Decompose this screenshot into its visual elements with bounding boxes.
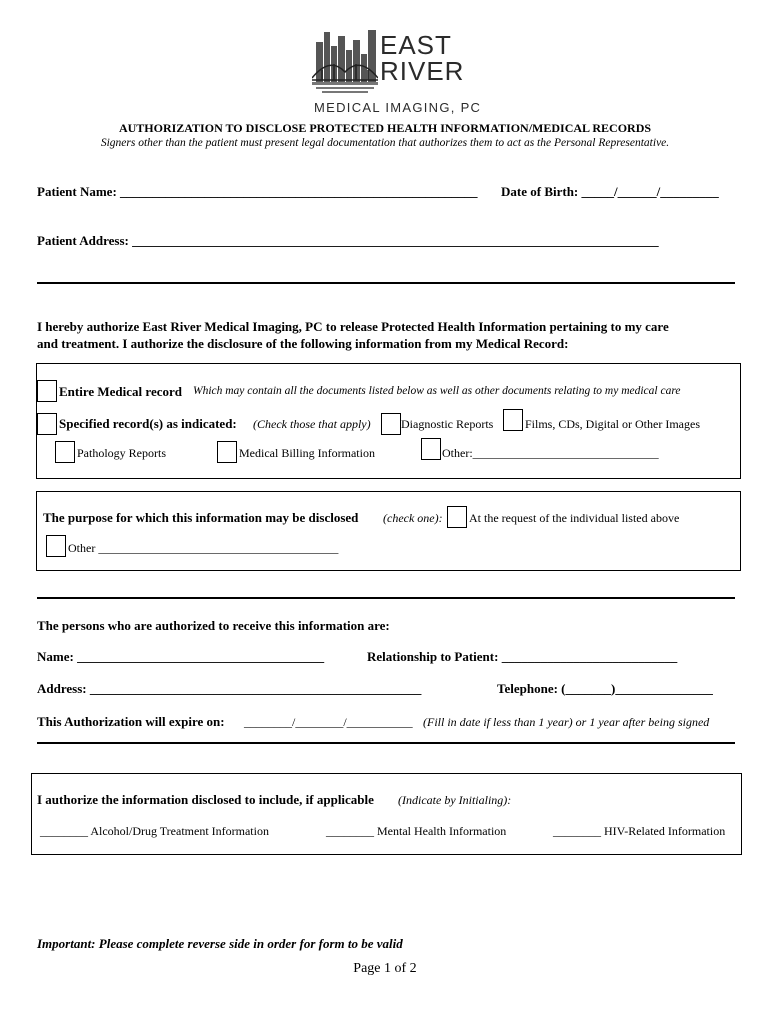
section-divider — [37, 282, 735, 284]
expiration-date-field[interactable]: ________/________/___________ — [244, 715, 413, 729]
pathology-reports-label: Pathology Reports — [77, 446, 166, 460]
form-subtitle: Signers other than the patient must present legal documentation that authorizes them to act as the Personal Representative. — [100, 137, 670, 149]
initials-label: I authorize the information disclosed to include, if applicable — [37, 792, 374, 807]
alcohol-drug-initial-field[interactable]: ________ Alcohol/Drug Treatment Information — [40, 824, 269, 838]
recipient-address-field[interactable]: Address: ___________________________________________________ — [37, 681, 422, 696]
films-images-label: Films, CDs, Digital or Other Images — [525, 417, 700, 431]
logo-text-subtitle: MEDICAL IMAGING, PC — [314, 100, 482, 115]
purpose-label: The purpose for which this information may be disclosed — [43, 510, 359, 525]
purpose-other-field[interactable]: Other ________________________________________ — [68, 541, 339, 555]
medical-billing-checkbox[interactable] — [217, 441, 237, 463]
patient-address-field[interactable]: Patient Address: _________________________________________________________________________________ — [37, 233, 659, 248]
films-images-checkbox[interactable] — [503, 409, 523, 431]
section-divider — [37, 597, 735, 599]
other-record-field[interactable]: Other:_______________________________ — [442, 446, 659, 460]
purpose-request-checkbox[interactable] — [447, 506, 467, 528]
logo-text-east: EAST — [380, 30, 452, 60]
recipient-name-field[interactable]: Name: ______________________________________ — [37, 649, 325, 664]
recipients-heading: The persons who are authorized to receive this information are: — [37, 618, 390, 633]
company-logo — [312, 28, 482, 120]
expiration-label: This Authorization will expire on: — [37, 714, 225, 729]
hiv-initial-field[interactable]: ________ HIV-Related Information — [553, 824, 726, 838]
skyline-bridge-icon — [312, 28, 378, 100]
entire-record-note: Which may contain all the documents listed below as well as other documents relating to my medical care — [193, 385, 681, 397]
mental-health-initial-field[interactable]: ________ Mental Health Information — [326, 824, 507, 838]
logo-text-river: RIVER — [380, 56, 465, 86]
medical-billing-label: Medical Billing Information — [239, 446, 375, 460]
date-of-birth-field[interactable]: Date of Birth: _____/______/_________ — [501, 184, 719, 199]
section-divider — [37, 742, 735, 744]
patient-name-field[interactable]: Patient Name: _______________________________________________________ — [37, 184, 478, 199]
diagnostic-reports-label: Diagnostic Reports — [401, 417, 494, 431]
purpose-request-label: At the request of the individual listed above — [469, 511, 680, 525]
expiration-note: (Fill in date if less than 1 year) or 1 year after being signed — [423, 715, 710, 729]
specified-records-label: Specified record(s) as indicated: — [59, 416, 237, 431]
specified-records-checkbox[interactable] — [37, 413, 57, 435]
purpose-note: (check one): — [383, 511, 443, 525]
form-title: AUTHORIZATION TO DISCLOSE PROTECTED HEALTH INFORMATION/MEDICAL RECORDS — [118, 121, 652, 135]
specified-records-note: (Check those that apply) — [253, 417, 371, 431]
initials-box — [31, 773, 742, 855]
relationship-field[interactable]: Relationship to Patient: ___________________________ — [367, 649, 678, 664]
purpose-other-checkbox[interactable] — [46, 535, 66, 557]
important-note: Important: Please complete reverse side in order for form to be valid — [37, 936, 403, 951]
page-number: Page 1 of 2 — [353, 961, 417, 976]
other-record-checkbox[interactable] — [421, 438, 441, 460]
initials-note: (Indicate by Initialing): — [398, 793, 512, 807]
authorization-statement-line2: and treatment. I authorize the disclosure of the following information from my Medical Record: — [37, 336, 569, 351]
pathology-reports-checkbox[interactable] — [55, 441, 75, 463]
telephone-field[interactable]: Telephone: (_______)_______________ — [497, 681, 713, 696]
entire-record-label: Entire Medical record — [59, 384, 182, 399]
diagnostic-reports-checkbox[interactable] — [381, 413, 401, 435]
authorization-statement-line1: I hereby authorize East River Medical Imaging, PC to release Protected Health Information pertaining to my care — [37, 319, 669, 334]
purpose-box — [36, 491, 741, 571]
entire-record-checkbox[interactable] — [37, 380, 57, 402]
